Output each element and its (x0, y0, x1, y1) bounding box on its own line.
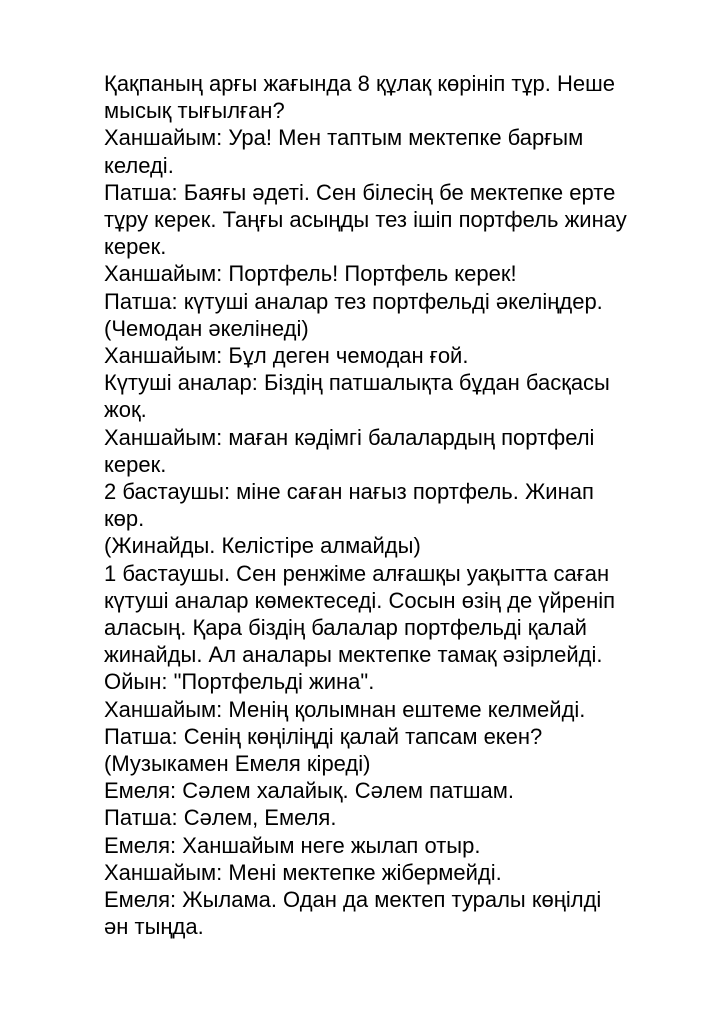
text-line: Ханшайым: Ура! Мен таптым мектепке барғым (104, 125, 584, 151)
text-line: аласың. Қара біздің балалар портфельді қалай (104, 615, 587, 641)
text-line: Күтуші аналар: Біздің патшалықта бұдан басқасы (104, 370, 610, 396)
text-line: 1 бастаушы. Сен ренжіме алғашқы уақытта саған (104, 560, 610, 586)
text-line: (Музыкамен Емеля кіреді) (104, 751, 371, 777)
text-line: Патша: Баяғы әдеті. Сен білесің бе мектепке ерте (104, 179, 616, 205)
text-line: күтуші аналар көмектеседі. Сосын өзің де үйреніп (104, 587, 616, 613)
text-line: Патша: Сәлем, Емеля. (104, 805, 337, 831)
text-line: керек. (104, 451, 167, 477)
text-line: Патша: күтуші аналар тез портфельді әкеліңдер. (104, 288, 603, 314)
text-line: Қақпаның арғы жағында 8 құлақ көрініп тұр. Неше (104, 71, 615, 96)
text-line: Емеля: Сәлем халайық. Сәлем патшам. (104, 778, 515, 804)
text-line: Емеля: Жылама. Одан да мектеп туралы көңілді (104, 887, 602, 913)
text-line: Емеля: Ханшайым неге жылап отыр. (104, 832, 481, 858)
text-line: келеді. (104, 152, 174, 178)
text-line: жоқ. (104, 397, 147, 423)
text-line: (Жинайды. Келістіре алмайды) (104, 533, 421, 559)
text-line: Ханшайым: Мені мектепке жібермейді. (104, 859, 502, 885)
script-text (104, 70, 664, 941)
text-line: Ханшайым: Менің қолымнан ештеме келмейді. (104, 696, 586, 722)
text-line: 2 бастаушы: міне саған нағыз портфель. Жинап (104, 479, 594, 505)
text-line: мысық тығылған? (104, 98, 285, 124)
text-line: Ханшайым: Бұл деген чемодан ғой. (104, 343, 469, 369)
text-line: жинайды. Ал аналары мектепке тамақ әзірлейді. (104, 642, 603, 668)
text-line: Ойын: "Портфельді жина". (104, 669, 375, 695)
text-line: керек. (104, 234, 167, 260)
text-line: ән тыңда. (104, 914, 204, 940)
text-line: Ханшайым: маған кәдімгі балалардың портфелі (104, 424, 595, 450)
text-line: (Чемодан әкелінеді) (104, 315, 309, 341)
text-line: Патша: Сенің көңіліңді қалай тапсам екен? (104, 723, 543, 749)
text-line: Ханшайым: Портфель! Портфель керек! (104, 261, 517, 287)
text-line: көр. (104, 506, 145, 532)
text-line: тұру керек. Таңғы асыңды тез ішіп портфель жинау (104, 207, 627, 233)
